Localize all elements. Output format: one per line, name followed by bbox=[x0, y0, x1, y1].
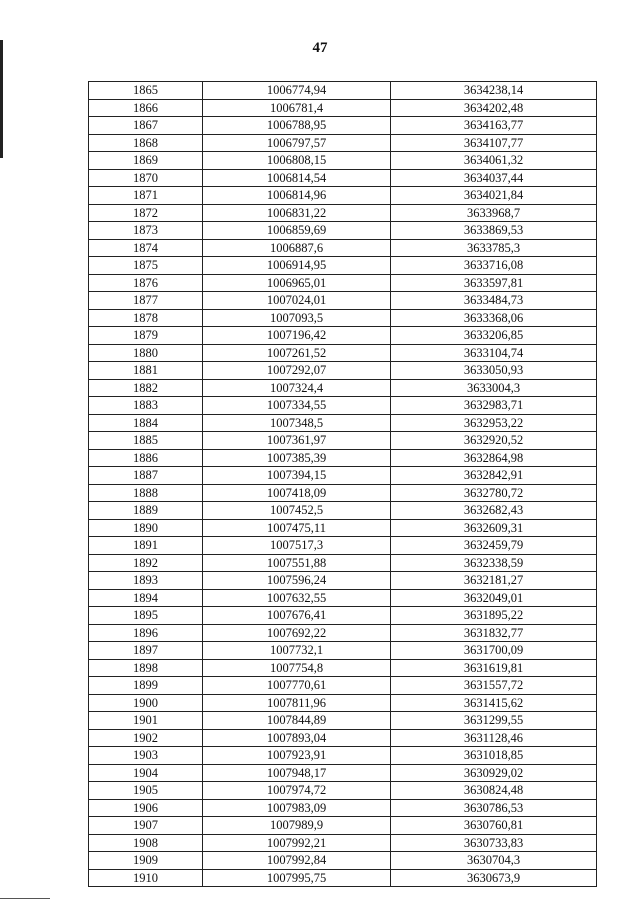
table-row bbox=[89, 397, 597, 415]
point-number-cell: 1908 bbox=[89, 834, 203, 852]
x-coordinate-cell: 1007989,9 bbox=[203, 817, 391, 835]
table-row bbox=[89, 222, 597, 240]
y-coordinate-cell: 3633368,06 bbox=[391, 309, 597, 327]
y-coordinate-cell: 3630760,81 bbox=[391, 817, 597, 835]
point-number-cell: 1893 bbox=[89, 572, 203, 590]
x-coordinate-cell: 1007692,22 bbox=[203, 624, 391, 642]
x-coordinate-cell: 1007811,96 bbox=[203, 694, 391, 712]
x-coordinate-cell: 1007475,11 bbox=[203, 519, 391, 537]
x-coordinate-cell: 1006887,6 bbox=[203, 239, 391, 257]
coordinates-table bbox=[88, 81, 597, 887]
table-row bbox=[89, 747, 597, 765]
y-coordinate-cell: 3631299,55 bbox=[391, 712, 597, 730]
table-row bbox=[89, 379, 597, 397]
y-coordinate-cell: 3631415,62 bbox=[391, 694, 597, 712]
table-row bbox=[89, 607, 597, 625]
point-number-cell: 1887 bbox=[89, 467, 203, 485]
x-coordinate-cell: 1007995,75 bbox=[203, 869, 391, 887]
y-coordinate-cell: 3632609,31 bbox=[391, 519, 597, 537]
y-coordinate-cell: 3630929,02 bbox=[391, 764, 597, 782]
table-row bbox=[89, 134, 597, 152]
x-coordinate-cell: 1007418,09 bbox=[203, 484, 391, 502]
point-number-cell: 1907 bbox=[89, 817, 203, 835]
x-coordinate-cell: 1007324,4 bbox=[203, 379, 391, 397]
table-row bbox=[89, 869, 597, 887]
point-number-cell: 1901 bbox=[89, 712, 203, 730]
table-row bbox=[89, 309, 597, 327]
x-coordinate-cell: 1006814,96 bbox=[203, 187, 391, 205]
table-row bbox=[89, 467, 597, 485]
point-number-cell: 1902 bbox=[89, 729, 203, 747]
table-row bbox=[89, 572, 597, 590]
x-coordinate-cell: 1007754,8 bbox=[203, 659, 391, 677]
table-row bbox=[89, 117, 597, 135]
table-row bbox=[89, 414, 597, 432]
y-coordinate-cell: 3630786,53 bbox=[391, 799, 597, 817]
table-row bbox=[89, 82, 597, 100]
point-number-cell: 1879 bbox=[89, 327, 203, 345]
table-row bbox=[89, 257, 597, 275]
y-coordinate-cell: 3632983,71 bbox=[391, 397, 597, 415]
y-coordinate-cell: 3633050,93 bbox=[391, 362, 597, 380]
y-coordinate-cell: 3632181,27 bbox=[391, 572, 597, 590]
point-number-cell: 1869 bbox=[89, 152, 203, 170]
y-coordinate-cell: 3634061,32 bbox=[391, 152, 597, 170]
x-coordinate-cell: 1007334,55 bbox=[203, 397, 391, 415]
table-row bbox=[89, 519, 597, 537]
x-coordinate-cell: 1007923,91 bbox=[203, 747, 391, 765]
x-coordinate-cell: 1006774,94 bbox=[203, 82, 391, 100]
point-number-cell: 1884 bbox=[89, 414, 203, 432]
x-coordinate-cell: 1007093,5 bbox=[203, 309, 391, 327]
y-coordinate-cell: 3632864,98 bbox=[391, 449, 597, 467]
point-number-cell: 1874 bbox=[89, 239, 203, 257]
table-row bbox=[89, 99, 597, 117]
y-coordinate-cell: 3631128,46 bbox=[391, 729, 597, 747]
x-coordinate-cell: 1007292,07 bbox=[203, 362, 391, 380]
y-coordinate-cell: 3631557,72 bbox=[391, 677, 597, 695]
table-row bbox=[89, 764, 597, 782]
x-coordinate-cell: 1006831,22 bbox=[203, 204, 391, 222]
point-number-cell: 1881 bbox=[89, 362, 203, 380]
point-number-cell: 1885 bbox=[89, 432, 203, 450]
x-coordinate-cell: 1007770,61 bbox=[203, 677, 391, 695]
point-number-cell: 1865 bbox=[89, 82, 203, 100]
point-number-cell: 1895 bbox=[89, 607, 203, 625]
y-coordinate-cell: 3633968,7 bbox=[391, 204, 597, 222]
table-row bbox=[89, 659, 597, 677]
table-row bbox=[89, 642, 597, 660]
y-coordinate-cell: 3633716,08 bbox=[391, 257, 597, 275]
table-row bbox=[89, 327, 597, 345]
coordinates-table-body bbox=[89, 82, 597, 887]
y-coordinate-cell: 3632049,01 bbox=[391, 589, 597, 607]
table-row bbox=[89, 187, 597, 205]
y-coordinate-cell: 3632338,59 bbox=[391, 554, 597, 572]
x-coordinate-cell: 1006788,95 bbox=[203, 117, 391, 135]
table-row bbox=[89, 169, 597, 187]
x-coordinate-cell: 1006965,01 bbox=[203, 274, 391, 292]
table-row bbox=[89, 712, 597, 730]
y-coordinate-cell: 3630704,3 bbox=[391, 852, 597, 870]
x-coordinate-cell: 1007361,97 bbox=[203, 432, 391, 450]
table-row bbox=[89, 239, 597, 257]
x-coordinate-cell: 1007596,24 bbox=[203, 572, 391, 590]
point-number-cell: 1910 bbox=[89, 869, 203, 887]
scan-edge-bar bbox=[0, 40, 3, 158]
y-coordinate-cell: 3633869,53 bbox=[391, 222, 597, 240]
table-row bbox=[89, 799, 597, 817]
point-number-cell: 1866 bbox=[89, 99, 203, 117]
table-row bbox=[89, 502, 597, 520]
point-number-cell: 1894 bbox=[89, 589, 203, 607]
point-number-cell: 1896 bbox=[89, 624, 203, 642]
point-number-cell: 1868 bbox=[89, 134, 203, 152]
point-number-cell: 1876 bbox=[89, 274, 203, 292]
table-row bbox=[89, 537, 597, 555]
y-coordinate-cell: 3633206,85 bbox=[391, 327, 597, 345]
y-coordinate-cell: 3634202,48 bbox=[391, 99, 597, 117]
x-coordinate-cell: 1007948,17 bbox=[203, 764, 391, 782]
point-number-cell: 1883 bbox=[89, 397, 203, 415]
y-coordinate-cell: 3631018,85 bbox=[391, 747, 597, 765]
point-number-cell: 1903 bbox=[89, 747, 203, 765]
table-row bbox=[89, 589, 597, 607]
y-coordinate-cell: 3633785,3 bbox=[391, 239, 597, 257]
x-coordinate-cell: 1007348,5 bbox=[203, 414, 391, 432]
table-row bbox=[89, 484, 597, 502]
x-coordinate-cell: 1006914,95 bbox=[203, 257, 391, 275]
table-row bbox=[89, 432, 597, 450]
table-row bbox=[89, 274, 597, 292]
x-coordinate-cell: 1007893,04 bbox=[203, 729, 391, 747]
x-coordinate-cell: 1007452,5 bbox=[203, 502, 391, 520]
point-number-cell: 1877 bbox=[89, 292, 203, 310]
point-number-cell: 1870 bbox=[89, 169, 203, 187]
x-coordinate-cell: 1007632,55 bbox=[203, 589, 391, 607]
y-coordinate-cell: 3630733,83 bbox=[391, 834, 597, 852]
table-row bbox=[89, 817, 597, 835]
y-coordinate-cell: 3634238,14 bbox=[391, 82, 597, 100]
x-coordinate-cell: 1007394,15 bbox=[203, 467, 391, 485]
y-coordinate-cell: 3631700,09 bbox=[391, 642, 597, 660]
point-number-cell: 1906 bbox=[89, 799, 203, 817]
point-number-cell: 1897 bbox=[89, 642, 203, 660]
point-number-cell: 1898 bbox=[89, 659, 203, 677]
table-row bbox=[89, 292, 597, 310]
x-coordinate-cell: 1006859,69 bbox=[203, 222, 391, 240]
y-coordinate-cell: 3633484,73 bbox=[391, 292, 597, 310]
y-coordinate-cell: 3632920,52 bbox=[391, 432, 597, 450]
table-row bbox=[89, 449, 597, 467]
table-row bbox=[89, 204, 597, 222]
x-coordinate-cell: 1006808,15 bbox=[203, 152, 391, 170]
table-row bbox=[89, 729, 597, 747]
y-coordinate-cell: 3633104,74 bbox=[391, 344, 597, 362]
x-coordinate-cell: 1007844,89 bbox=[203, 712, 391, 730]
table-row bbox=[89, 852, 597, 870]
scan-edge-mark bbox=[0, 898, 50, 899]
table-row bbox=[89, 344, 597, 362]
point-number-cell: 1880 bbox=[89, 344, 203, 362]
table-row bbox=[89, 677, 597, 695]
point-number-cell: 1890 bbox=[89, 519, 203, 537]
table-row bbox=[89, 152, 597, 170]
table-row bbox=[89, 694, 597, 712]
table-row bbox=[89, 834, 597, 852]
x-coordinate-cell: 1007974,72 bbox=[203, 782, 391, 800]
x-coordinate-cell: 1007024,01 bbox=[203, 292, 391, 310]
x-coordinate-cell: 1006781,4 bbox=[203, 99, 391, 117]
y-coordinate-cell: 3633597,81 bbox=[391, 274, 597, 292]
y-coordinate-cell: 3634107,77 bbox=[391, 134, 597, 152]
point-number-cell: 1867 bbox=[89, 117, 203, 135]
x-coordinate-cell: 1007517,3 bbox=[203, 537, 391, 555]
point-number-cell: 1872 bbox=[89, 204, 203, 222]
point-number-cell: 1889 bbox=[89, 502, 203, 520]
y-coordinate-cell: 3631832,77 bbox=[391, 624, 597, 642]
x-coordinate-cell: 1007676,41 bbox=[203, 607, 391, 625]
page-number: 47 bbox=[312, 40, 328, 56]
point-number-cell: 1871 bbox=[89, 187, 203, 205]
y-coordinate-cell: 3634021,84 bbox=[391, 187, 597, 205]
y-coordinate-cell: 3630673,9 bbox=[391, 869, 597, 887]
table-row bbox=[89, 782, 597, 800]
y-coordinate-cell: 3634037,44 bbox=[391, 169, 597, 187]
point-number-cell: 1873 bbox=[89, 222, 203, 240]
x-coordinate-cell: 1006814,54 bbox=[203, 169, 391, 187]
x-coordinate-cell: 1007992,84 bbox=[203, 852, 391, 870]
point-number-cell: 1878 bbox=[89, 309, 203, 327]
x-coordinate-cell: 1007992,21 bbox=[203, 834, 391, 852]
table-row bbox=[89, 624, 597, 642]
y-coordinate-cell: 3632953,22 bbox=[391, 414, 597, 432]
y-coordinate-cell: 3634163,77 bbox=[391, 117, 597, 135]
point-number-cell: 1882 bbox=[89, 379, 203, 397]
point-number-cell: 1875 bbox=[89, 257, 203, 275]
x-coordinate-cell: 1007261,52 bbox=[203, 344, 391, 362]
point-number-cell: 1904 bbox=[89, 764, 203, 782]
x-coordinate-cell: 1007196,42 bbox=[203, 327, 391, 345]
x-coordinate-cell: 1007385,39 bbox=[203, 449, 391, 467]
x-coordinate-cell: 1007983,09 bbox=[203, 799, 391, 817]
y-coordinate-cell: 3632459,79 bbox=[391, 537, 597, 555]
y-coordinate-cell: 3633004,3 bbox=[391, 379, 597, 397]
y-coordinate-cell: 3632682,43 bbox=[391, 502, 597, 520]
point-number-cell: 1892 bbox=[89, 554, 203, 572]
point-number-cell: 1888 bbox=[89, 484, 203, 502]
point-number-cell: 1900 bbox=[89, 694, 203, 712]
table-row bbox=[89, 362, 597, 380]
point-number-cell: 1909 bbox=[89, 852, 203, 870]
y-coordinate-cell: 3632780,72 bbox=[391, 484, 597, 502]
point-number-cell: 1886 bbox=[89, 449, 203, 467]
point-number-cell: 1891 bbox=[89, 537, 203, 555]
x-coordinate-cell: 1007551,88 bbox=[203, 554, 391, 572]
point-number-cell: 1899 bbox=[89, 677, 203, 695]
y-coordinate-cell: 3632842,91 bbox=[391, 467, 597, 485]
y-coordinate-cell: 3630824,48 bbox=[391, 782, 597, 800]
x-coordinate-cell: 1007732,1 bbox=[203, 642, 391, 660]
table-row bbox=[89, 554, 597, 572]
x-coordinate-cell: 1006797,57 bbox=[203, 134, 391, 152]
point-number-cell: 1905 bbox=[89, 782, 203, 800]
y-coordinate-cell: 3631619,81 bbox=[391, 659, 597, 677]
y-coordinate-cell: 3631895,22 bbox=[391, 607, 597, 625]
